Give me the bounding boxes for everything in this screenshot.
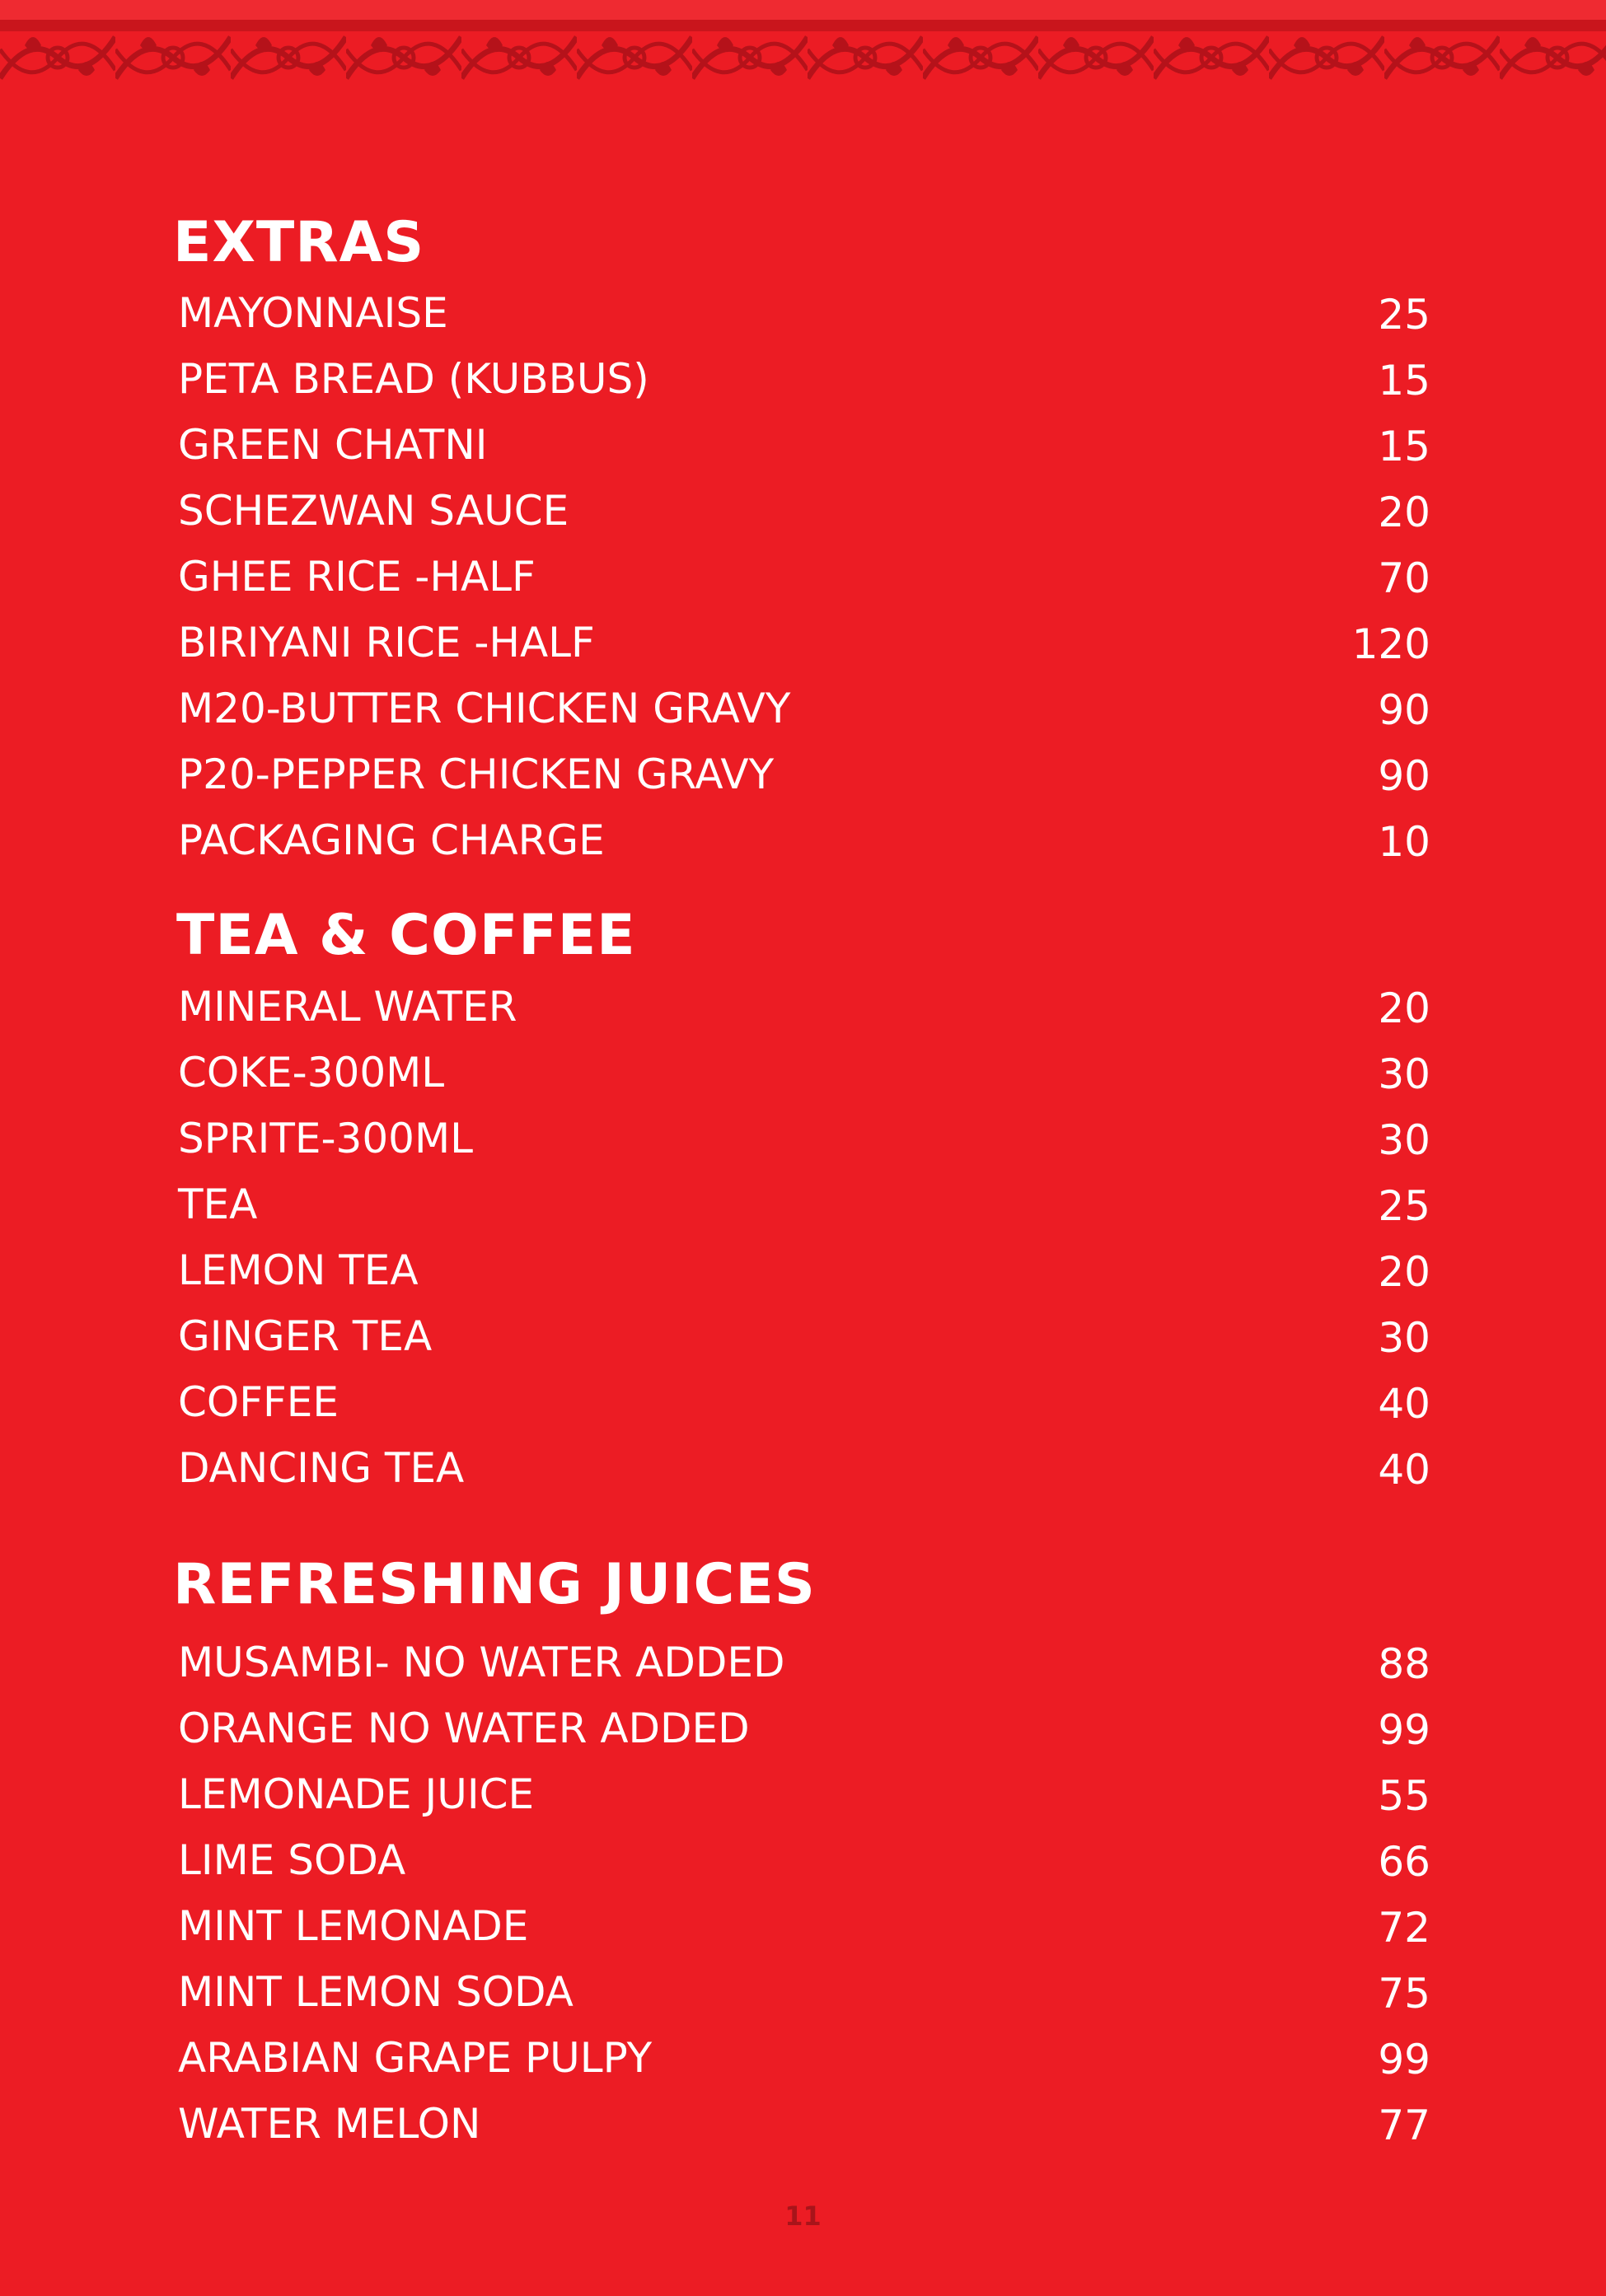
section-title-refreshing-juices: REFRESHING JUICES — [173, 1552, 816, 1617]
item-name: SPRITE-300ML — [178, 1115, 473, 1162]
section-title-extras: EXTRAS — [173, 210, 425, 275]
item-name: ORANGE NO WATER ADDED — [178, 1704, 750, 1752]
menu-item — [178, 1959, 1430, 2025]
menu-item — [178, 2025, 1430, 2091]
item-name: PACKAGING CHARGE — [178, 816, 605, 864]
item-price: 99 — [1378, 2036, 1430, 2083]
item-name: GINGER TEA — [178, 1312, 433, 1360]
item-price: 90 — [1378, 686, 1430, 734]
item-price: 66 — [1378, 1838, 1430, 1886]
item-name: MINT LEMON SODA — [178, 1968, 574, 2016]
item-price: 72 — [1378, 1904, 1430, 1952]
item-price: 40 — [1378, 1446, 1430, 1494]
item-price: 10 — [1378, 818, 1430, 866]
menu-item — [178, 1303, 1430, 1369]
menu-item — [178, 1171, 1430, 1237]
item-name: LEMON TEA — [178, 1246, 419, 1294]
item-price: 30 — [1378, 1050, 1430, 1098]
item-name: DANCING TEA — [178, 1444, 465, 1492]
item-price: 90 — [1378, 752, 1430, 800]
section-title-tea-coffee: TEA & COFFEE — [176, 903, 636, 968]
menu-item — [178, 610, 1430, 676]
item-price: 20 — [1378, 984, 1430, 1032]
item-price: 75 — [1378, 1970, 1430, 2018]
item-name: COFFEE — [178, 1378, 339, 1426]
page-number: 11 — [784, 2200, 822, 2232]
item-name: COKE-300ML — [178, 1049, 445, 1097]
menu-item — [178, 478, 1430, 544]
item-price: 20 — [1378, 1248, 1430, 1296]
menu-item — [178, 1106, 1430, 1171]
item-price: 25 — [1378, 291, 1430, 339]
menu-item — [178, 346, 1430, 412]
menu-item — [178, 1893, 1430, 1959]
item-name: GREEN CHATNI — [178, 421, 488, 469]
item-name: M20-BUTTER CHICKEN GRAVY — [178, 685, 791, 732]
menu-item — [178, 1040, 1430, 1106]
item-price: 99 — [1378, 1706, 1430, 1754]
menu-item — [178, 280, 1430, 346]
menu-item — [178, 2091, 1430, 2157]
item-name: MINT LEMONADE — [178, 1902, 529, 1950]
menu-item — [178, 1761, 1430, 1827]
menu-item — [178, 1827, 1430, 1893]
item-name: SCHEZWAN SAUCE — [178, 487, 569, 535]
menu-item — [178, 1237, 1430, 1303]
decorative-border — [0, 0, 1606, 132]
item-name: MAYONNAISE — [178, 289, 448, 337]
item-name: MUSAMBI- NO WATER ADDED — [178, 1639, 785, 1686]
item-name: ARABIAN GRAPE PULPY — [178, 2034, 653, 2082]
menu-item — [178, 1695, 1430, 1761]
item-name: WATER MELON — [178, 2100, 481, 2148]
menu-item — [178, 807, 1430, 873]
item-name: LIME SODA — [178, 1836, 406, 1884]
item-name: MINERAL WATER — [178, 983, 517, 1031]
item-price: 70 — [1378, 554, 1430, 602]
menu-item — [178, 1435, 1430, 1501]
item-price: 77 — [1378, 2102, 1430, 2149]
item-name: BIRIYANI RICE -HALF — [178, 619, 595, 666]
item-price: 25 — [1378, 1182, 1430, 1230]
item-name: LEMONADE JUICE — [178, 1770, 535, 1818]
item-name: PETA BREAD (KUBBUS) — [178, 355, 649, 403]
menu-item — [178, 544, 1430, 610]
item-price: 30 — [1378, 1314, 1430, 1362]
item-price: 88 — [1378, 1640, 1430, 1688]
item-name: GHEE RICE -HALF — [178, 553, 536, 601]
menu-item — [178, 974, 1430, 1040]
item-price: 55 — [1378, 1772, 1430, 1820]
item-price: 40 — [1378, 1380, 1430, 1428]
item-price: 30 — [1378, 1116, 1430, 1164]
item-price: 15 — [1378, 357, 1430, 404]
item-price: 120 — [1351, 620, 1430, 668]
item-price: 20 — [1378, 489, 1430, 536]
menu-item — [178, 412, 1430, 478]
menu-item — [178, 741, 1430, 807]
item-price: 15 — [1378, 423, 1430, 470]
menu-item — [178, 1630, 1430, 1695]
menu-item — [178, 1369, 1430, 1435]
menu-item — [178, 676, 1430, 741]
item-name: TEA — [178, 1181, 258, 1228]
item-name: P20-PEPPER CHICKEN GRAVY — [178, 751, 775, 798]
